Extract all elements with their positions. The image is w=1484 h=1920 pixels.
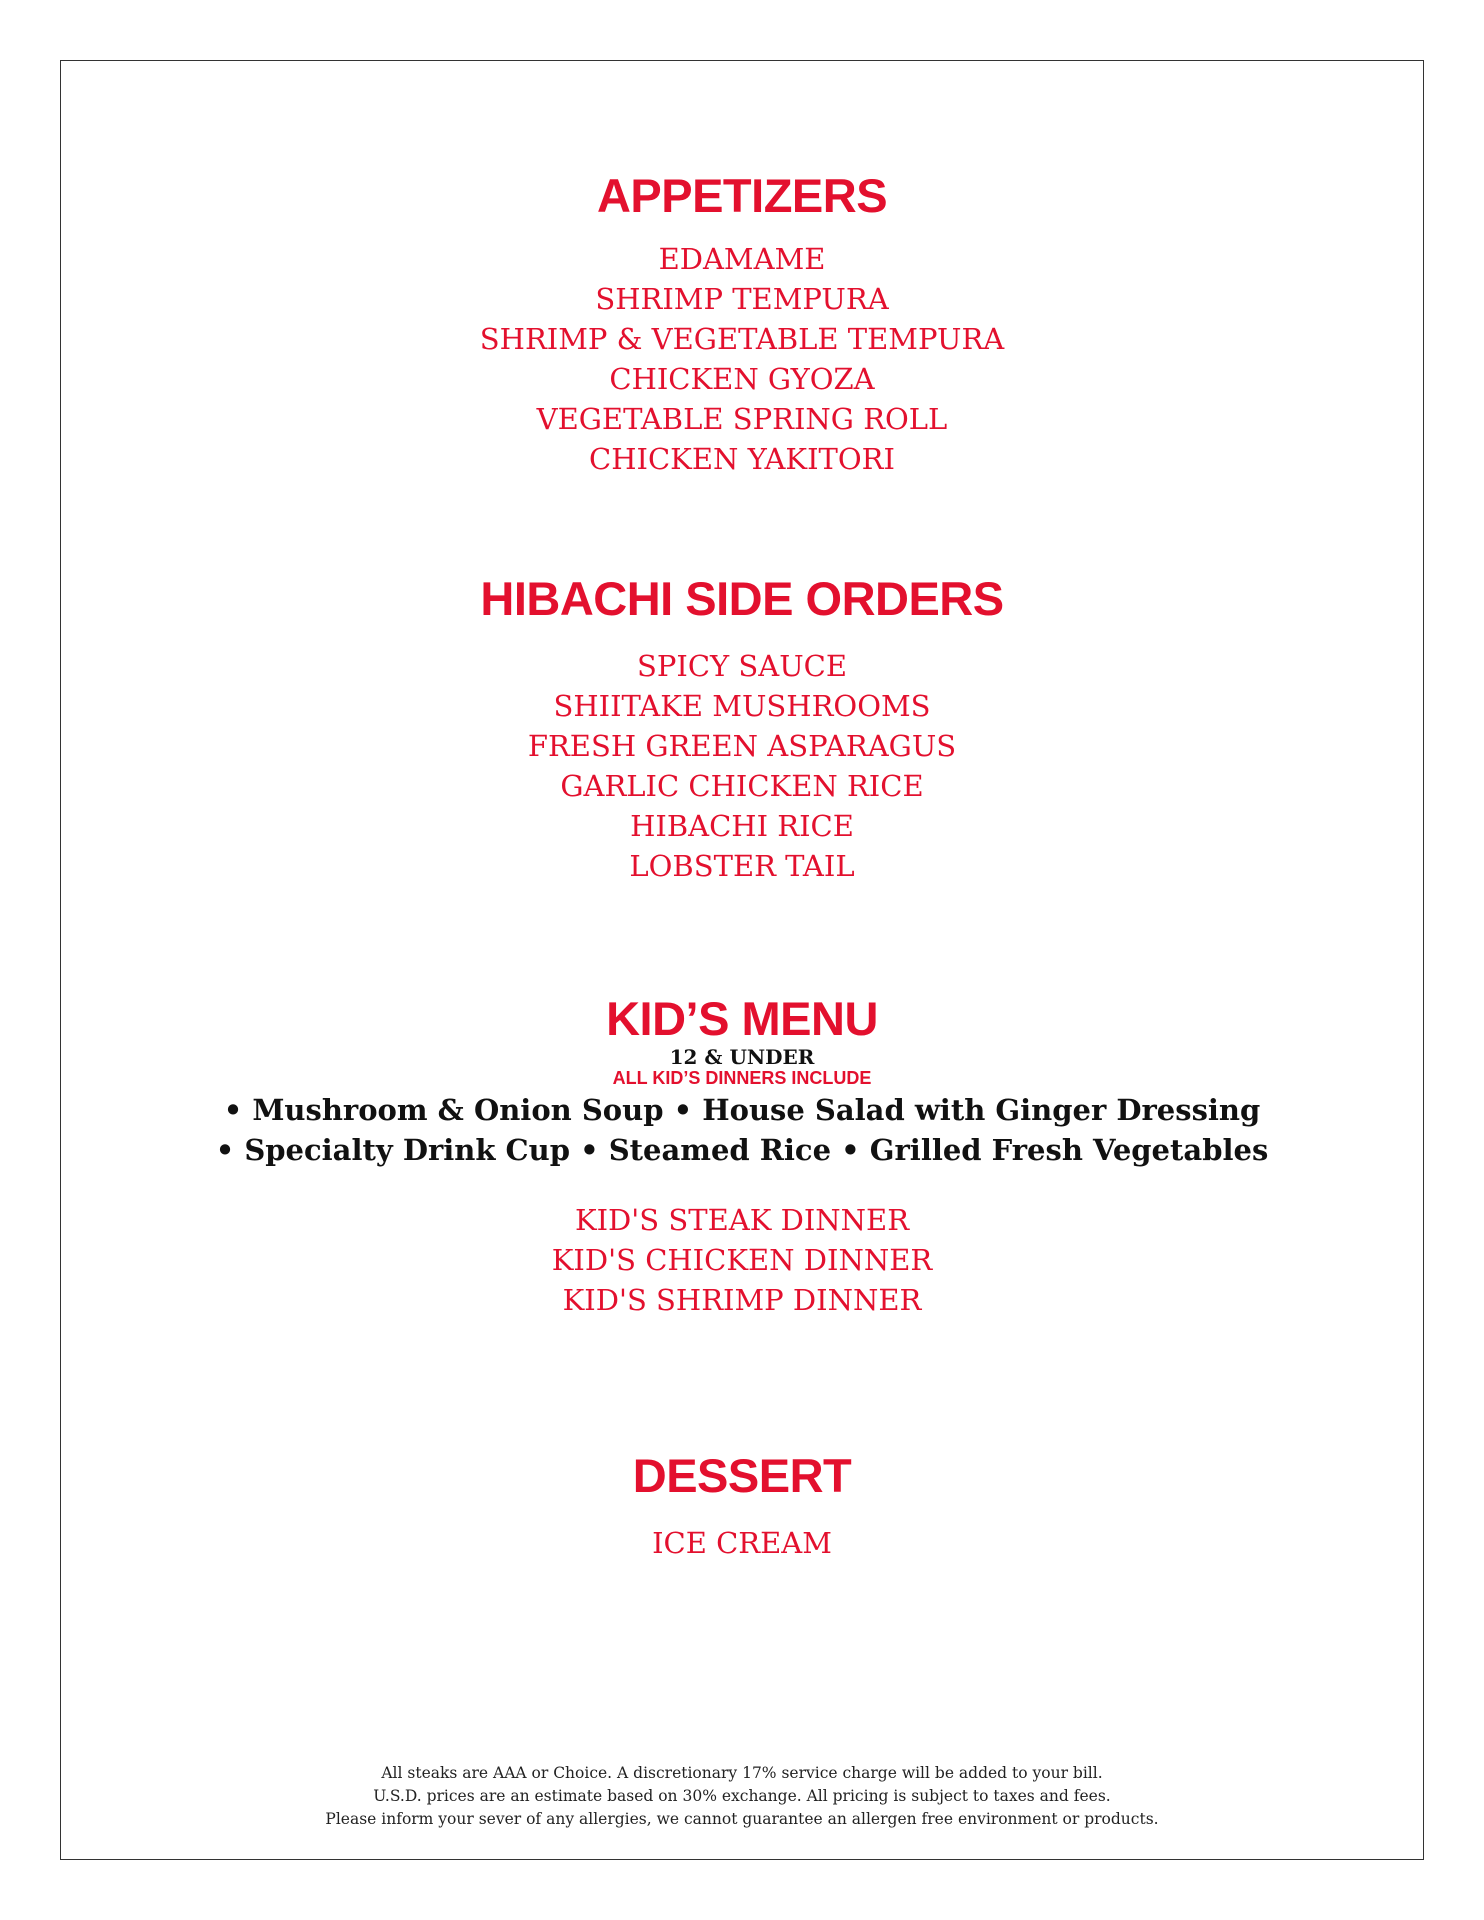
- dessert-heading: DESSERT: [632, 1449, 852, 1502]
- kids-menu-heading: KID’S MENU: [606, 992, 878, 1045]
- menu-item: KID'S CHICKEN DINNER: [551, 1243, 933, 1277]
- menu-item: EDAMAME: [658, 242, 826, 276]
- menu-item: CHICKEN GYOZA: [609, 362, 875, 396]
- kids-age-note: 12 & UNDER: [669, 1045, 815, 1069]
- menu-item: KID'S STEAK DINNER: [574, 1203, 910, 1237]
- footer-note: U.S.D. prices are an estimate based on 30% exchange. All pricing is subject to taxes and fees.: [373, 1787, 1111, 1805]
- footer-note: All steaks are AAA or Choice. A discretionary 17% service charge will be added to your bill.: [381, 1764, 1103, 1782]
- side-orders-list: [60, 646, 1424, 886]
- menu-item: LOBSTER TAIL: [629, 849, 855, 883]
- menu-item: ICE CREAM: [652, 1526, 832, 1560]
- side-orders-heading: HIBACHI SIDE ORDERS: [480, 572, 1004, 625]
- kids-menu-list: [60, 1200, 1424, 1320]
- appetizers-section: [60, 169, 1424, 479]
- kids-menu-section: [60, 992, 1424, 1320]
- kids-includes-line: • Mushroom & Onion Soup • House Salad with Ginger Dressing: [223, 1093, 1261, 1127]
- menu-item: CHICKEN YAKITORI: [589, 442, 895, 476]
- menu-item: SHRIMP & VEGETABLE TEMPURA: [479, 322, 1005, 356]
- dessert-list: [60, 1523, 1424, 1563]
- menu-footer: [60, 1762, 1424, 1831]
- appetizers-list: [60, 239, 1424, 479]
- menu-item: VEGETABLE SPRING ROLL: [536, 402, 948, 436]
- menu-item: SHIITAKE MUSHROOMS: [553, 689, 931, 723]
- menu-item: KID'S SHRIMP DINNER: [562, 1283, 922, 1317]
- dessert-section: [60, 1449, 1424, 1563]
- appetizers-heading: APPETIZERS: [596, 169, 888, 222]
- menu-item: HIBACHI RICE: [630, 809, 854, 843]
- menu-item: GARLIC CHICKEN RICE: [560, 769, 924, 803]
- side-orders-section: [60, 572, 1424, 886]
- kids-include-note: ALL KID’S DINNERS INCLUDE: [612, 1068, 872, 1088]
- kids-includes-line: • Specialty Drink Cup • Steamed Rice • Grilled Fresh Vegetables: [215, 1133, 1269, 1167]
- menu-item: SHRIMP TEMPURA: [595, 282, 889, 316]
- menu-item: FRESH GREEN ASPARAGUS: [527, 729, 957, 763]
- menu-item: SPICY SAUCE: [637, 649, 847, 683]
- footer-note: Please inform your sever of any allergies, we cannot guarantee an allergen free environment or products.: [325, 1810, 1159, 1828]
